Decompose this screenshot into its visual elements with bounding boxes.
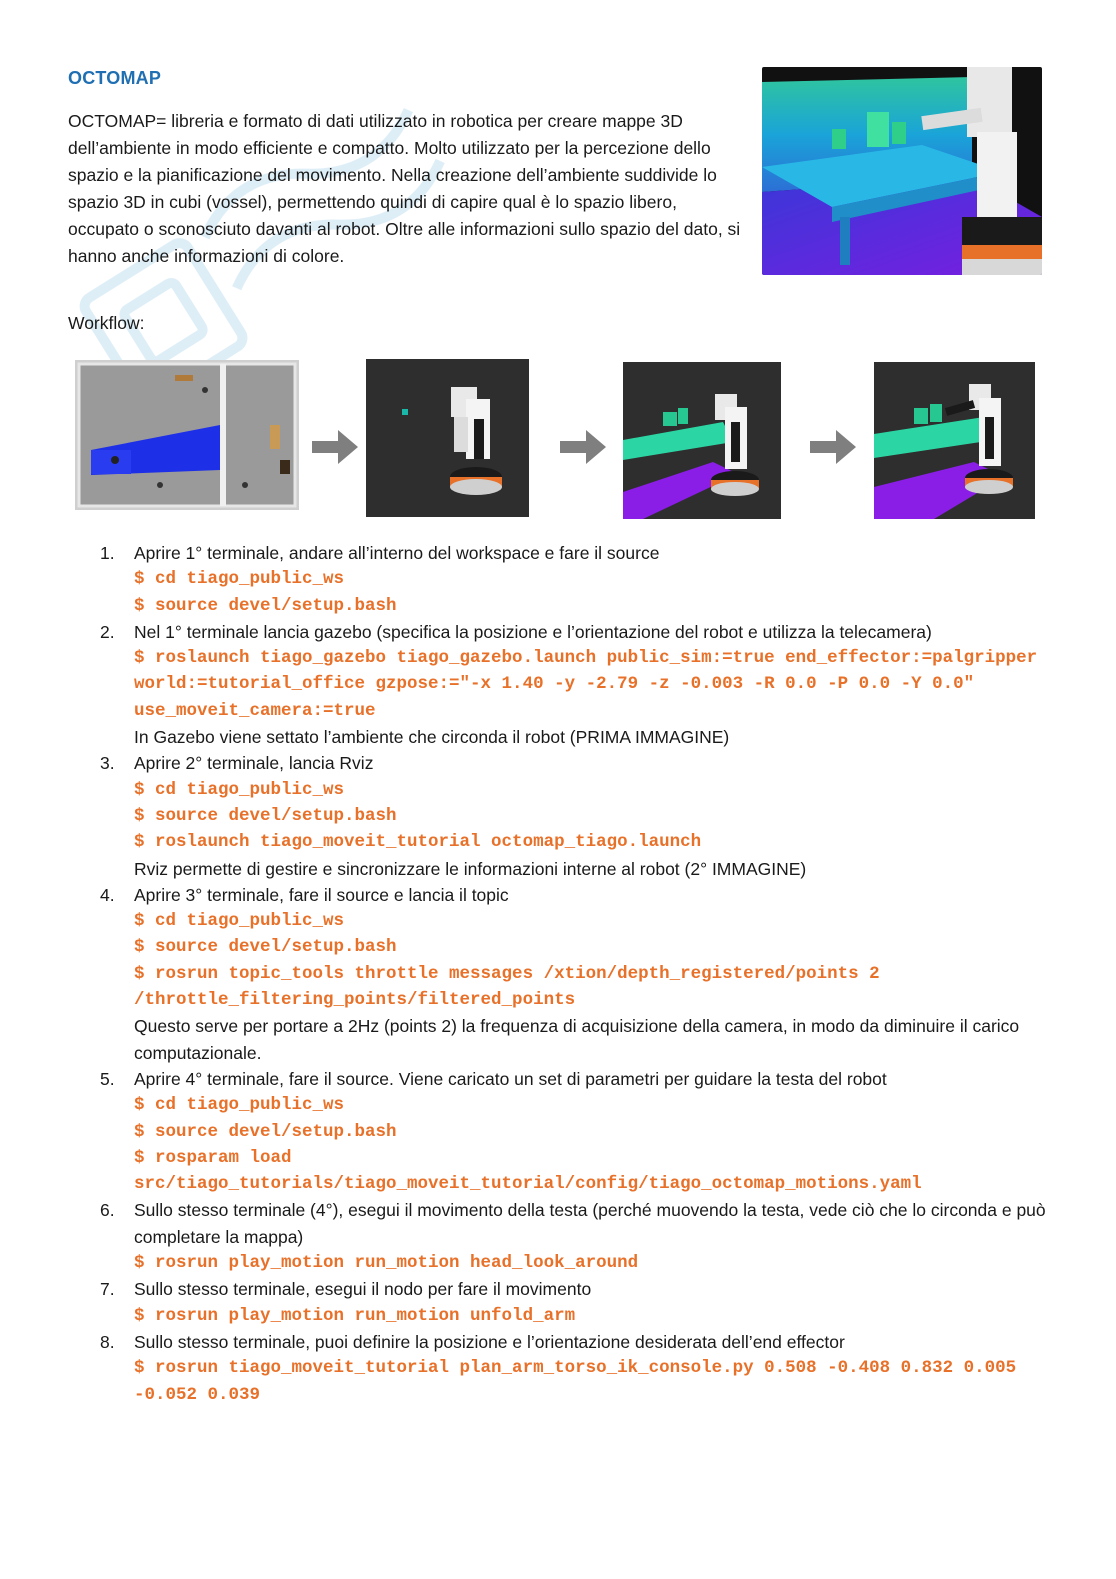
command-line: $ roslaunch tiago_moveit_tutorial octomap_tiago.launch xyxy=(134,832,702,853)
intro-text xyxy=(68,108,748,270)
command-line: $ cd tiago_public_ws xyxy=(134,569,345,590)
step-4: 4. Aprire 3° terminale, fare il source e lancia il topic $ cd tiago_public_ws $ source devel/setup.bash $ rosrun topic_tools throttle messages /xtion/depth_registered/points 2 /throttle_filtering_points/filtered_points Questo serve per portare a 2Hz (points 2) la frequenza di acquisizione della camera, in modo da diminuire il carico computazionale. xyxy=(100,882,1060,1066)
step-note: Questo serve per portare a 2Hz (points 2) la frequenza di acquisizione della camera, in modo da diminuire il carico computazionale. xyxy=(134,1016,1020,1063)
step-text: Aprire 4° terminale, fare il source. Viene caricato un set di parametri per guidare la testa del robot xyxy=(134,1068,887,1089)
command-line: $ rosrun play_motion run_motion head_look_around xyxy=(134,1253,639,1274)
arrow-right-icon xyxy=(312,430,358,464)
rviz-robot-image xyxy=(366,359,529,517)
step-text: Nel 1° terminale lancia gazebo (specifica la posizione e l’orientazione del robot e utilizza la telecamera) xyxy=(134,621,932,642)
command-line: $ source devel/setup.bash xyxy=(134,937,397,958)
workflow-label: Workflow: xyxy=(68,313,145,333)
command-line: $ rosrun topic_tools throttle messages /xtion/depth_registered/points 2 /throttle_filtering_points/filtered_points xyxy=(134,963,880,1011)
step-3: 3. Aprire 2° terminale, lancia Rviz $ cd tiago_public_ws $ source devel/setup.bash $ roslaunch tiago_moveit_tutorial octomap_tiago.launch Rviz permette di gestire e sincronizzare le informazioni interne al robot (2° IMMAGINE) xyxy=(100,750,1060,881)
step-text: Sullo stesso terminale (4°), esegui il movimento della testa (perché muovendo la testa, vede ciò che lo circonda e può completare la mappa) xyxy=(134,1200,1046,1247)
step-2: 2. Nel 1° terminale lancia gazebo (specifica la posizione e l’orientazione del robot e utilizza la telecamera) $ roslaunch tiago_gazebo tiago_gazebo.launch public_sim:=true end_effector:=palgripper world:=tutorial_office gzpose:="-x 1.40 -y -2.79 -z -0.003 -R 0.0 -P 0.0 -Y 0.0" use_moveit_camera:=true In Gazebo viene settato l’ambiente che circonda il robot (PRIMA IMMAGINE) xyxy=(100,619,1060,750)
step-1: 1. Aprire 1° terminale, andare all’interno del workspace e fare il source $ cd tiago_public_ws $ source devel/setup.bash xyxy=(100,540,1060,619)
command-line: $ cd tiago_public_ws xyxy=(134,779,345,800)
command-line: $ rosparam load src/tiago_tutorials/tiago_moveit_tutorial/config/tiago_octomap_motions.yaml xyxy=(134,1147,922,1195)
step-text: Aprire 1° terminale, andare all’interno del workspace e fare il source xyxy=(134,543,660,563)
workflow-steps xyxy=(100,540,1060,1408)
step-note: In Gazebo viene settato l’ambiente che circonda il robot (PRIMA IMMAGINE) xyxy=(134,727,730,748)
step-note: Rviz permette di gestire e sincronizzare le informazioni interne al robot (2° IMMAGINE) xyxy=(134,858,807,879)
step-text: Sullo stesso terminale, puoi definire la posizione e l’orientazione desiderata dell’end effector xyxy=(134,1331,845,1352)
command-line: $ cd tiago_public_ws xyxy=(134,1095,345,1116)
command-line: $ roslaunch tiago_gazebo tiago_gazebo.launch public_sim:=true end_effector:=palgripper world:=tutorial_office gzpose:="-x 1.40 -y -2.79 -z -0.003 -R 0.0 -P 0.0 -Y 0.0" use_moveit_camera:=true xyxy=(134,648,1038,721)
gazebo-world-image xyxy=(75,360,299,510)
step-8: 8. Sullo stesso terminale, puoi definire la posizione e l’orientazione desiderata dell’end effector $ rosrun tiago_moveit_tutorial plan_arm_torso_ik_console.py 0.508 -0.408 0.832 0.005 -0.052 0.039 xyxy=(100,1329,1060,1408)
step-7: 7. Sullo stesso terminale, esegui il nodo per fare il movimento $ rosrun play_motion run_motion unfold_arm xyxy=(100,1276,1060,1329)
intro-paragraph: OCTOMAP= libreria e formato di dati utilizzato in robotica per creare mappe 3D dell’ambiente in modo efficiente e compatto. Molto utilizzato per la percezione dello spazio e la pianificazione del movimento. Nella creazione dell’ambiente suddivide lo spazio 3D in cubi (vossel), permettendo quindi di capire qual è lo spazio libero, occupato o sconosciuto davanti al robot. Oltre alle informazioni sullo spazio del dato, si hanno anche informazioni di colore. xyxy=(68,111,741,266)
command-line: $ cd tiago_public_ws xyxy=(134,911,345,932)
step-text: Aprire 3° terminale, fare il source e lancia il topic xyxy=(134,884,509,905)
command-line: $ source devel/setup.bash xyxy=(134,805,397,826)
step-text: Sullo stesso terminale, esegui il nodo per fare il movimento xyxy=(134,1279,592,1300)
step-5: 5. Aprire 4° terminale, fare il source. Viene caricato un set di parametri per guidare la testa del robot $ cd tiago_public_ws $ source devel/setup.bash $ rosparam load src/tiago_tutorials/tiago_moveit_tutorial/config/tiago_octomap_motions.yaml xyxy=(100,1066,1060,1197)
command-line: $ source devel/setup.bash xyxy=(134,595,397,616)
command-line: $ rosrun play_motion run_motion unfold_arm xyxy=(134,1305,576,1326)
arrow-right-icon xyxy=(810,430,856,464)
arrow-right-icon xyxy=(560,430,606,464)
step-6: 6. Sullo stesso terminale (4°), esegui il movimento della testa (perché muovendo la testa, vede ciò che lo circonda e può completare la mappa) $ rosrun play_motion run_motion head_look_around xyxy=(100,1197,1060,1276)
complete-octomap-image xyxy=(874,362,1035,519)
command-line: $ source devel/setup.bash xyxy=(134,1121,397,1142)
octomap-hero-image xyxy=(762,67,1042,275)
command-line: $ rosrun tiago_moveit_tutorial plan_arm_torso_ik_console.py 0.508 -0.408 0.832 0.005 -0.052 0.039 xyxy=(134,1358,1017,1405)
partial-octomap-image xyxy=(623,362,781,519)
page-title: OCTOMAP xyxy=(68,68,162,88)
step-text: Aprire 2° terminale, lancia Rviz xyxy=(134,753,374,774)
